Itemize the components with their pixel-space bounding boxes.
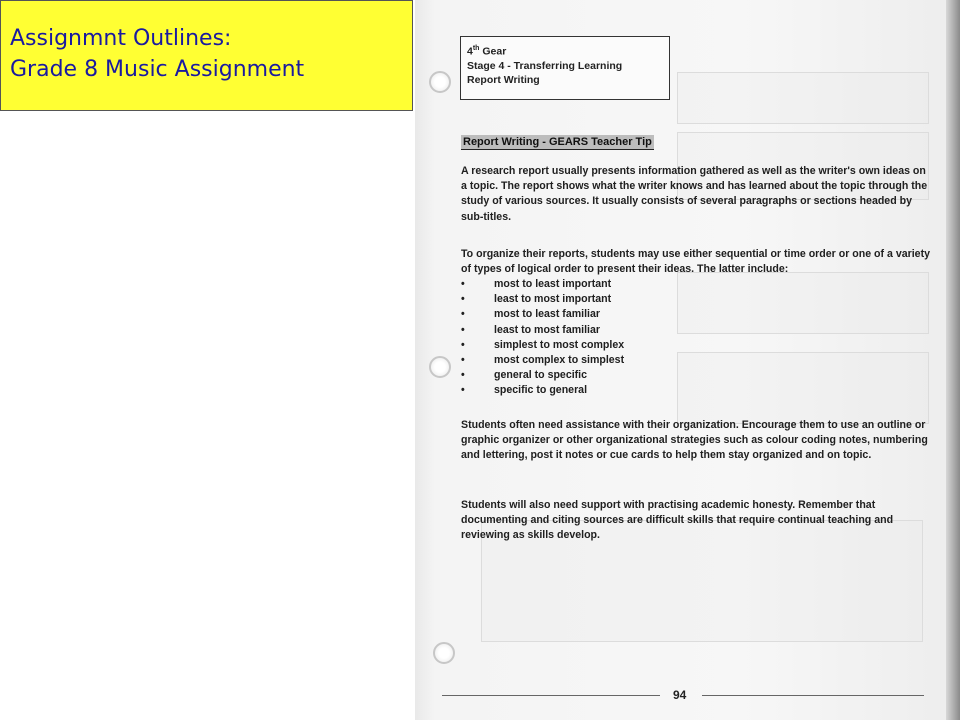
paragraph-3: Students often need assistance with their organization. Encourage them to use an outline or graphic organizer or other organizational strategies such as colour coding notes, numbering and lettering, post it notes or cue cards to help them stay organized and on topic. [461, 419, 928, 462]
list-item-text: least to most important [494, 293, 612, 306]
gear-stage-box [460, 36, 670, 100]
list-item [461, 353, 661, 368]
list-item [461, 368, 661, 383]
list-item-text: simplest to most complex [494, 338, 625, 351]
list-item-text: general to specific [494, 369, 588, 382]
gear-line [467, 42, 663, 59]
scan-dark-edge [946, 0, 960, 720]
footer-rule-left [442, 695, 660, 696]
bleed-through-box [677, 352, 929, 424]
list-item-text: most complex to simplest [494, 354, 625, 367]
slide-title-box [0, 0, 413, 111]
list-item [461, 292, 661, 307]
paragraph-1: A research report usually presents information gathered as well as the writer's own ideas on a topic. The report shows what the writer knows and has learned about the topic through the study of various sources. It usually consists of several paragraphs or sections headed by sub-titles. [461, 165, 928, 223]
paragraph-2: To organize their reports, students may use either sequential or time order or one of a variety of types of logical order to present their ideas. The latter include: [461, 248, 930, 276]
bullet-icon: • [461, 323, 465, 336]
slide-title-line-2: Grade 8 Music Assignment [10, 57, 305, 82]
bullet-icon: • [461, 338, 465, 351]
list-item [461, 323, 661, 338]
teacher-tip-heading: Report Writing - GEARS Teacher Tip [463, 136, 652, 148]
gear-suffix: th [472, 45, 480, 52]
list-item-text: least to most familiar [494, 323, 600, 336]
bullet-icon: • [461, 354, 465, 367]
paragraph-4: Students will also need support with practising academic honesty. Remember that documenting and citing sources are difficult skills that require continual teaching and reviewing as skills develop. [461, 499, 894, 542]
bleed-through-box [677, 72, 929, 124]
list-item [461, 383, 661, 398]
binder-hole-icon [429, 71, 451, 93]
binder-hole-icon [429, 356, 451, 378]
binder-hole-icon [433, 642, 455, 664]
bullet-icon: • [461, 278, 465, 290]
list-item [461, 338, 661, 353]
stage-line: Stage 4 - Transferring Learning [467, 59, 623, 72]
footer-rule-right [702, 695, 924, 696]
bullet-icon: • [461, 384, 465, 397]
topic-line: Report Writing [467, 73, 540, 86]
page-number: 94 [673, 688, 687, 702]
list-item-text: most to least familiar [494, 308, 600, 321]
logical-order-list [461, 277, 661, 399]
list-item [461, 277, 661, 292]
gear-word: Gear [479, 45, 507, 58]
bullet-icon: • [461, 308, 465, 321]
bleed-through-box [677, 272, 929, 334]
gear-number: 4 [467, 45, 473, 58]
slide-title-line-1: Assignmnt Outlines: [10, 26, 232, 51]
list-item-text: specific to general [494, 384, 588, 397]
list-item-text: most to least important [494, 278, 612, 290]
bullet-icon: • [461, 293, 465, 306]
list-item [461, 307, 661, 322]
bullet-icon: • [461, 369, 465, 382]
